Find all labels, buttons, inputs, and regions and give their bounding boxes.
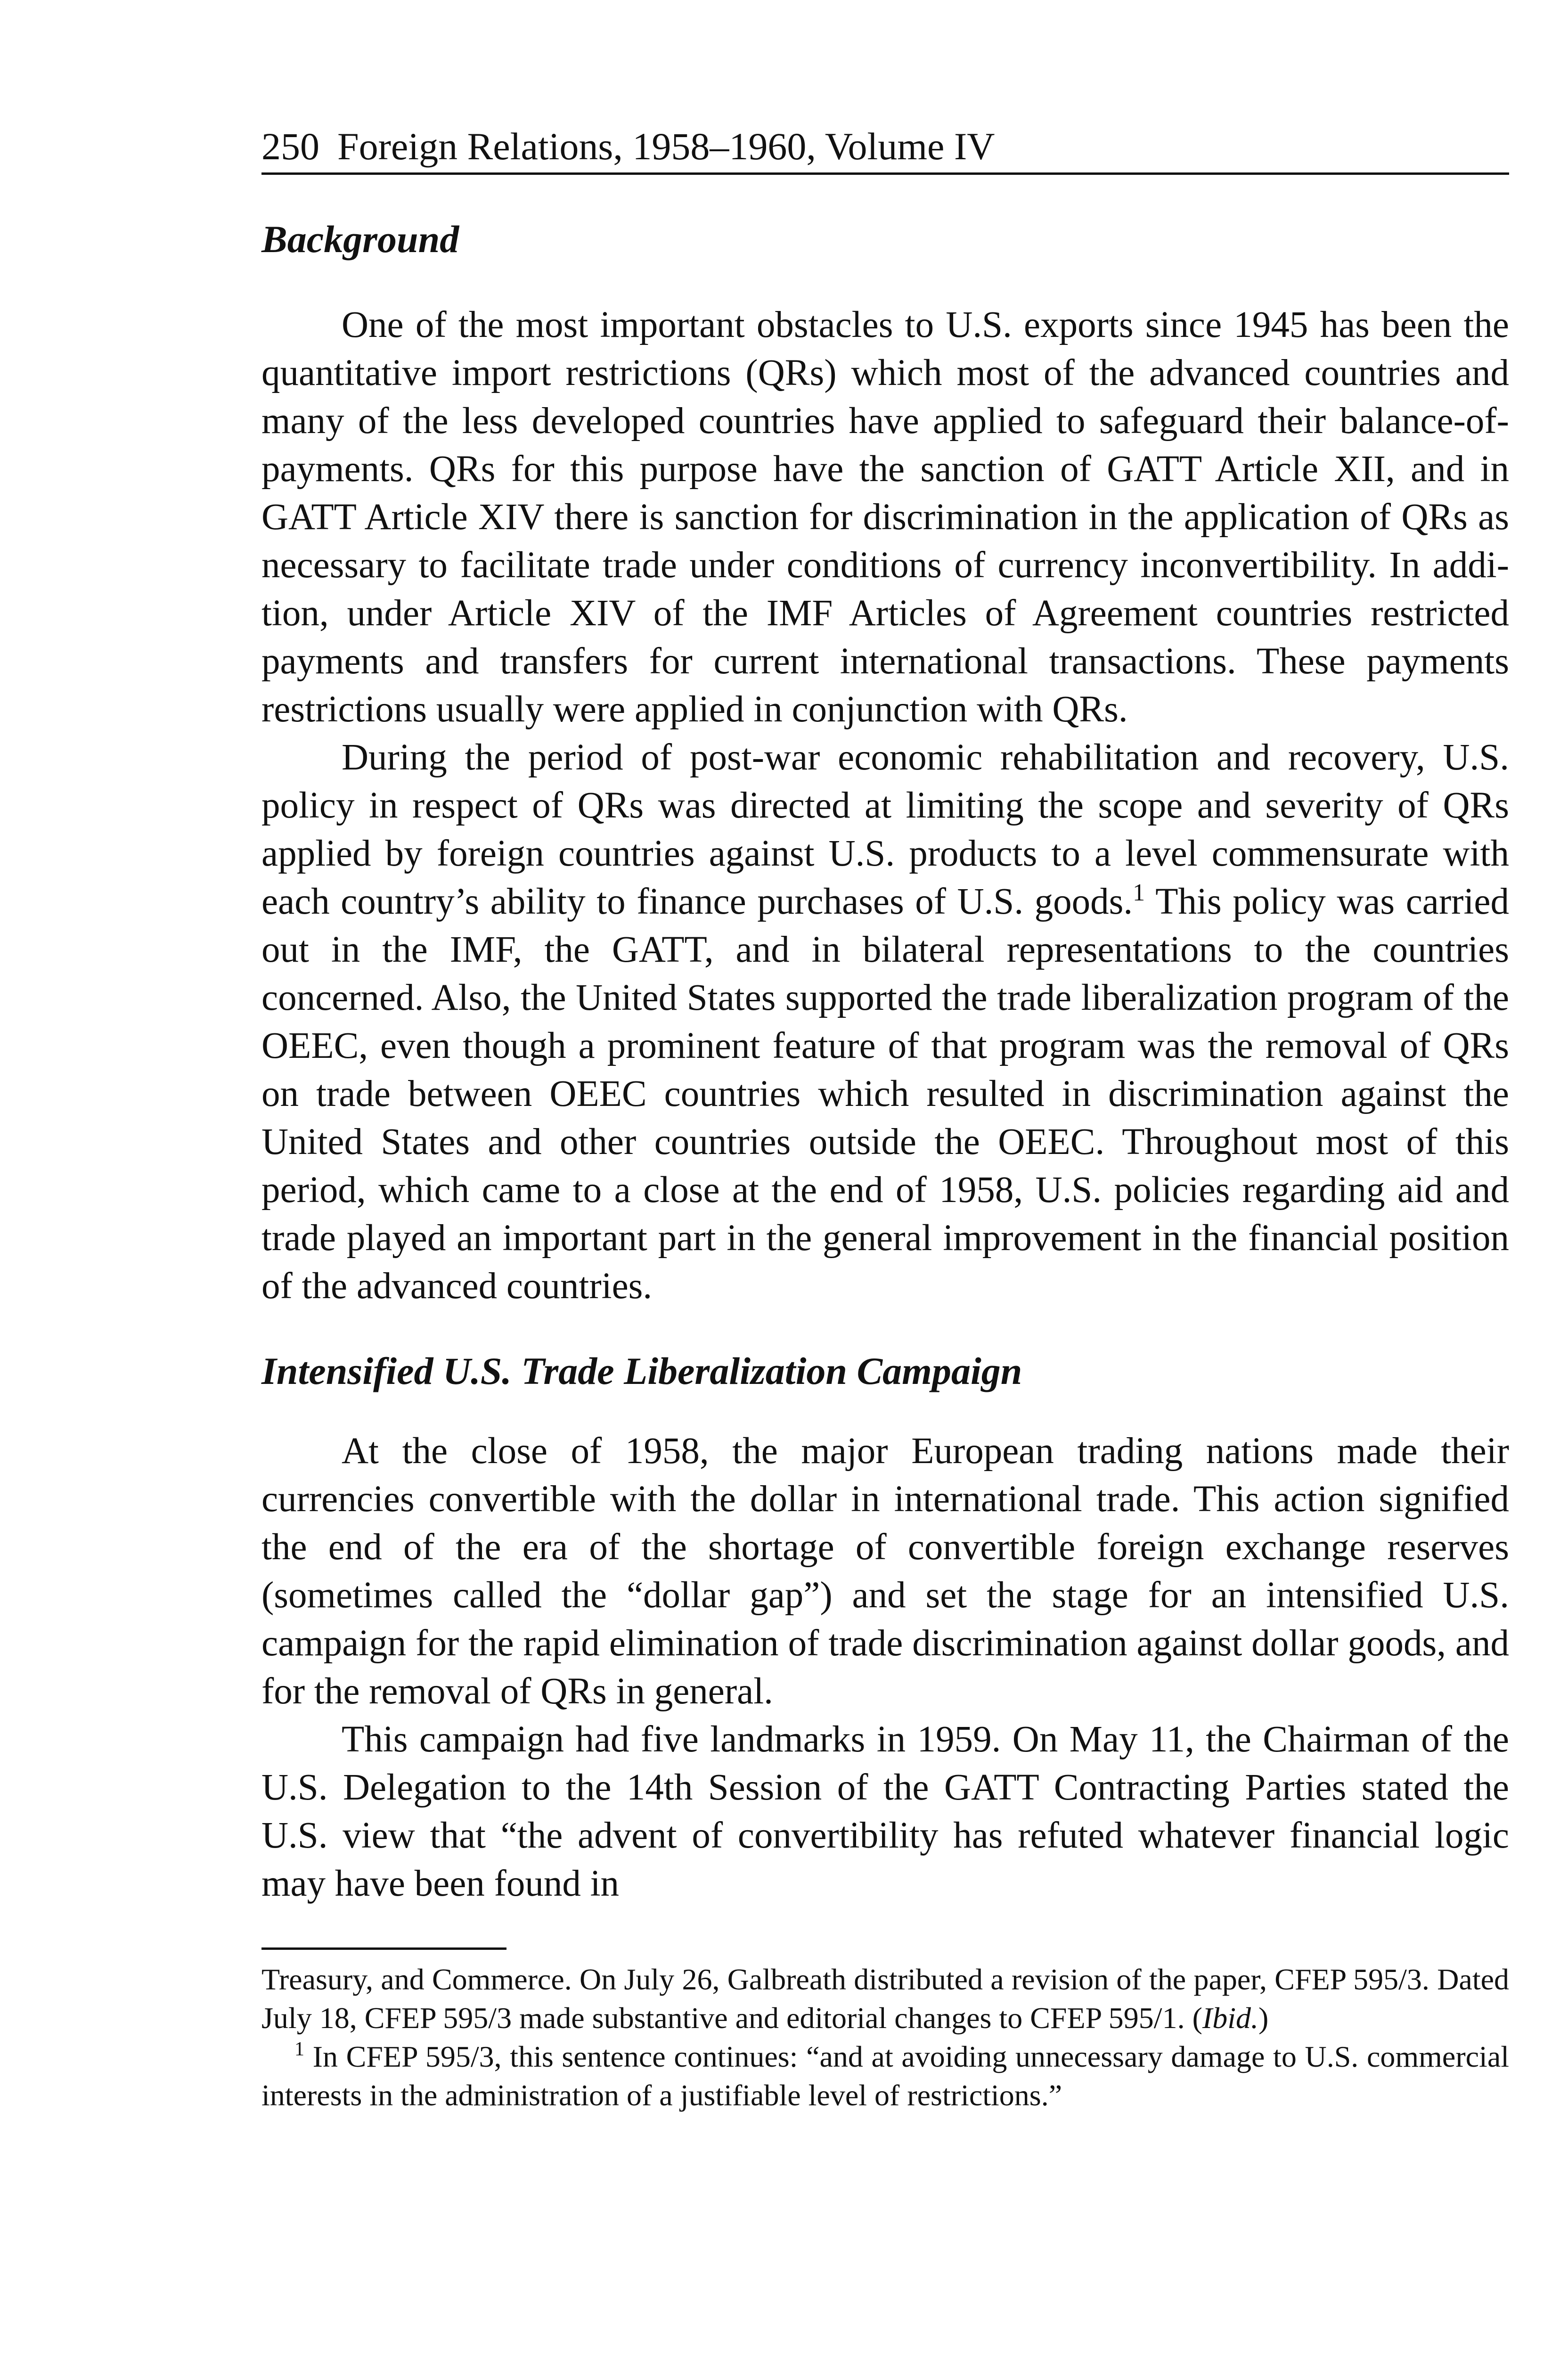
footnotes: [261, 1960, 1509, 2115]
footnote-text: In CFEP 595/3, this sentence continues: “and at avoiding unnecessary damage to U.S. commercial interests in the administration of a justifiable level of restrictions.”: [261, 2040, 1509, 2112]
footnote-number: 1: [294, 2038, 304, 2060]
footnote-text: ): [1258, 2001, 1269, 2035]
footnote-rule: [261, 1947, 506, 1950]
footnote-continued: [261, 1960, 1509, 2037]
running-title: Foreign Relations, 1958–1960, Volume IV: [337, 125, 995, 168]
footnote-1: [261, 2037, 1509, 2115]
running-head: [261, 127, 1509, 175]
document-page: [261, 127, 1509, 2115]
paragraph-text: During the period of post-war economic rehabilitation and recovery, U.S. policy in respect of QRs was directed at limiting the scope and severity of QRs applied by foreign countries against U.S. products to a level commensurate with each country’s ability to finance purchases of U.S. goods.: [261, 737, 1509, 922]
footnote-text: Treasury, and Commerce. On July 26, Galbreath distributed a revision of the paper, CFEP 595/3. Dated July 18, CFEP 595/3 made substantive and editorial changes to CFEP 595/1. (: [261, 1963, 1509, 2035]
paragraph-background-2: [261, 734, 1509, 1310]
paragraph-campaign-2: This campaign had five landmarks in 1959. On May 11, the Chairman of the U.S. Delegation to the 14th Session of the GATT Contracting Parties stated the U.S. view that “the advent of convertibility has refuted whatever financial logic may have been found in: [261, 1719, 1509, 1904]
page-number: 250: [261, 125, 319, 168]
paragraph-campaign-1: At the close of 1958, the major European trading nations made their currencies convertible with the dollar in international trade. This action signified the end of the era of the shortage of convertible foreign exchange reserves (sometimes called the “dollar gap”) and set the stage for an intensified U.S. campaign for the rapid elimination of trade discrimination against dollar goods, and for the removal of QRs in general.: [261, 1431, 1509, 1712]
section-heading-background: Background: [261, 218, 459, 261]
paragraph-background-1: One of the most important obstacles to U.S. exports since 1945 has been the quantitative import restrictions (QRs) which most of the advanced countries and many of the less developed countries have applied to safeguard their balance-of-payments. QRs for this purpose have the sanction of GATT Article XII, and in GATT Article XIV there is sanction for discrimination in the application of QRs as necessary to facilitate trade under conditions of currency inconvertibility. In addition, under Article XIV of the IMF Articles of Agreement countries restricted payments and transfers for current international transactions. These payments restrictions usually were applied in conjunction with QRs.: [261, 304, 1509, 730]
footnote-ibid: Ibid.: [1202, 2001, 1258, 2035]
footnote-reference: 1: [1133, 879, 1145, 906]
paragraph-text: This policy was carried out in the IMF, the GATT, and in bilateral representations to the countries concerned. Also, the United States supported the trade liberalization program of the OEEC, even though a prominent feature of that program was the removal of QRs on trade between OEEC countries which resulted in discrimination against the United States and other countries outside the OEEC. Throughout most of this period, which came to a close at the end of 1958, U.S. policies regarding aid and trade played an important part in the general improvement in the financial position of the advanced countries.: [261, 881, 1509, 1307]
section-heading-trade-liberalization: Intensified U.S. Trade Liberalization Campaign: [261, 1350, 1022, 1392]
